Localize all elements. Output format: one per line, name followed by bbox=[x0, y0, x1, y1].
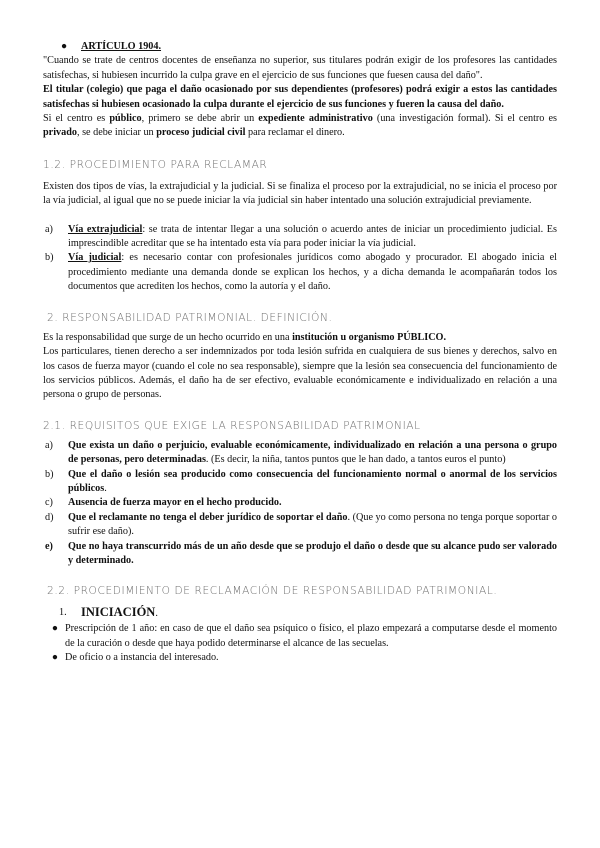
article-bold-paragraph: El titular (colegio) que paga el daño ocasionado por sus dependientes (profesores) podrá exigir a estos las cantidades satisfechas si hubiesen ocasionado la culpa durante el ejercicio de sus funciones y fueren la causa del daño. bbox=[43, 84, 557, 110]
section-2-paragraph: Los particulares, tienen derecho a ser indemnizados por toda lesión sufrida en cualquiera de sus bienes y derechos, salvo en los casos de fuerza mayor (cuando el cole no sea responsable), siempre que la lesión sea consecuencia del funcionamiento de los servicios públicos. Además, el daño ha de ser efectivo, evaluable económicamente e individualizado en relación a una persona o grupo de personas. bbox=[43, 346, 557, 401]
section-2-1-list bbox=[43, 439, 557, 569]
article-title-row bbox=[43, 40, 557, 54]
list-item: b) Que el daño o lesión sea producido como consecuencia del funcionamiento normal o anormal de los servicios públicos. bbox=[45, 468, 557, 494]
list-item: e) Que no haya transcurrido más de un año desde que se produjo el daño o desde que su alcance pudo ser valorado y determinado. bbox=[45, 540, 557, 566]
section-2-definition: Es la responsabilidad que surge de un hecho ocurrido en una institución u organismo PÚBLICO. bbox=[43, 331, 447, 343]
document-page bbox=[43, 40, 557, 666]
section-1-2-list bbox=[43, 223, 557, 295]
section-heading-2: 2. RESPONSABILIDAD PATRIMONIAL. DEFINICIÓN. bbox=[47, 311, 333, 324]
list-item: ● De oficio o a instancia del interesado. bbox=[43, 651, 557, 665]
list-item: b) Vía judicial: es necesario contar con profesionales jurídicos como abogado y procurador. El abogado inicia el procedimiento mediante una demanda donde se explican los hechos, y a dicha demanda le acompañarán todos los documentos que acrediten los hechos, como la autoría y el daño. bbox=[45, 252, 557, 293]
bullet-icon: ● bbox=[61, 41, 68, 52]
section-heading-2-2: 2.2. PROCEDIMIENTO DE RECLAMACIÓN DE RESPONSABILIDAD PATRIMONIAL. bbox=[47, 585, 498, 598]
bullet-icon: ● bbox=[51, 623, 59, 635]
list-item: a) Vía extrajudicial: se trata de intentar llegar a una solución o acuerdo antes de iniciar un procedimiento judicial. Es imprescindible acreditar que se ha intentado esta vía para poder iniciar la vía judicial. bbox=[45, 223, 557, 250]
article-title: ARTÍCULO 1904. bbox=[81, 41, 162, 52]
section-1-2-intro: Existen dos tipos de vías, la extrajudicial y la judicial. Si se finaliza el proceso por la extrajudicial, no se inicia el proceso por la vía judicial, al igual que no se puede iniciar la vía judicial sin haber intentado una solución extrajudicial previamente. bbox=[43, 180, 557, 207]
list-item: ● Prescripción de 1 año: en caso de que el daño sea psíquico o físico, el plazo empezará a computarse desde el momento de la curación o desde que haya podido determinarse el alcance de las secuelas. bbox=[43, 622, 557, 651]
list-item: a) Que exista un daño o perjuicio, evaluable económicamente, individualizado en relación a una persona o grupo de personas, pero determinadas. (Es decir, la niña, tantos puntos que le han dado, a tantos euros el punto) bbox=[45, 439, 557, 466]
list-item: d) Que el reclamante no tenga el deber jurídico de soportar el daño. (Que yo como persona no tenga porque soportar o sufrir ese daño). bbox=[45, 511, 557, 538]
subsection-iniciacion: 1. INICIACIÓN. bbox=[59, 605, 158, 620]
section-heading-2-1: 2.1. REQUISITOS QUE EXIGE LA RESPONSABILIDAD PATRIMONIAL bbox=[43, 419, 421, 432]
article-centro-paragraph: Si el centro es público, primero se debe abrir un expediente administrativo (una investigación formal). Si el centro es privado, se debe iniciar un proceso judicial civil para reclamar el dinero. bbox=[43, 113, 558, 139]
bullet-icon: ● bbox=[51, 652, 59, 664]
list-item: c) Ausencia de fuerza mayor en el hecho producido. bbox=[45, 497, 282, 509]
article-quote: "Cuando se trate de centros docentes de enseñanza no superior, sus titulares podrán exigir de los profesores las cantidades satisfechas, si hubiesen incurrido la culpa grave en el ejercicio de sus funciones que fuesen causa del daño". bbox=[43, 55, 557, 81]
section-heading-1-2: 1.2. PROCEDIMIENTO PARA RECLAMAR bbox=[43, 158, 268, 171]
section-2-2-bullets bbox=[43, 622, 557, 665]
subsection-title: INICIACIÓN bbox=[81, 605, 156, 620]
